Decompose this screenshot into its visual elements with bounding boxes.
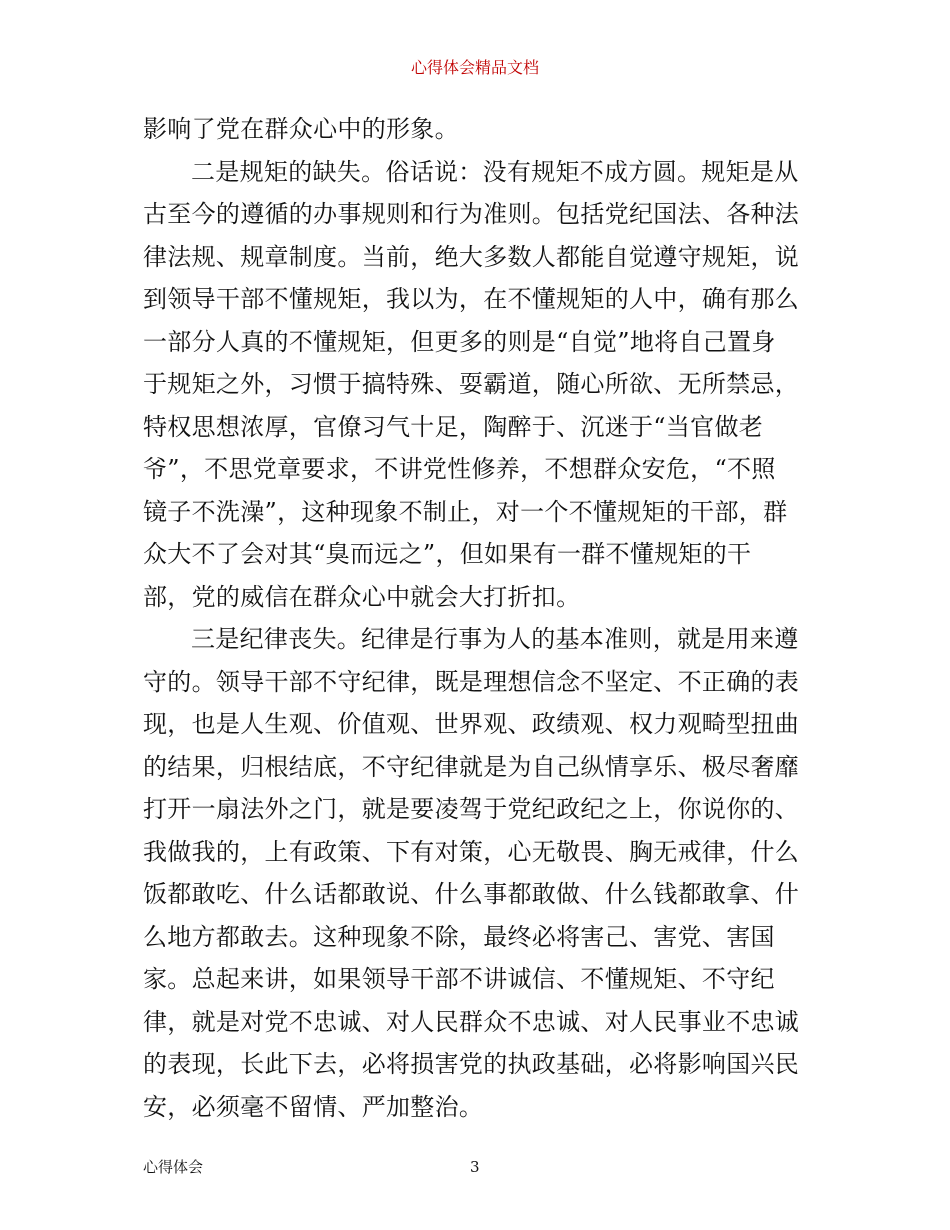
paragraph-start-line: 二是规矩的缺失。俗话说：没有规矩不成方圆。规矩是从 <box>191 157 799 186</box>
page-header-title: 心得体会精品文档 <box>410 58 539 77</box>
text-line: 一部分人真的不懂规矩，但更多的则是“自觉”地将自己置身 <box>143 327 776 356</box>
text-line: 律，就是对党不忠诚、对人民群众不忠诚、对人民事业不忠诚 <box>143 1007 800 1036</box>
text-line: 么地方都敢去。这种现象不除，最终必将害己、害党、害国 <box>143 922 775 951</box>
text-line: 安，必须毫不留情、严加整治。 <box>143 1092 484 1121</box>
text-line: 我做我的，上有政策、下有对策，心无敬畏、胸无戒律，什么 <box>143 837 800 866</box>
text-line: 饭都敢吃、什么话都敢说、什么事都敢做、什么钱都敢拿、什 <box>143 880 800 908</box>
paragraph-start-line: 三是纪律丧失。纪律是行事为人的基本准则，就是用来遵 <box>191 625 799 653</box>
text-line: 爷”，不思党章要求，不讲党性修养，不想群众安危，“不照 <box>143 455 776 483</box>
text-line: 打开一扇法外之门，就是要凌驾于党纪政纪之上，你说你的、 <box>143 795 800 823</box>
text-line: 守的。领导干部不守纪律，既是理想信念不坚定、不正确的表 <box>143 667 800 696</box>
document-body <box>143 108 811 1128</box>
text-line: 律法规、规章制度。当前，绝大多数人都能自觉遵守规矩，说 <box>143 242 800 271</box>
text-line: 到领导干部不懂规矩，我以为，在不懂规矩的人中，确有那么 <box>143 285 800 313</box>
text-line: 的结果，归根结底，不守纪律就是为自己纵情享乐、极尽奢靡 <box>143 752 800 781</box>
text-line: 家。总起来讲，如果领导干部不讲诚信、不懂规矩、不守纪 <box>143 965 775 993</box>
text-line: 的表现，长此下去，必将损害党的执政基础，必将影响国兴民 <box>143 1050 800 1078</box>
page-number: 3 <box>470 1158 480 1176</box>
text-line: 影响了党在群众心中的形象。 <box>143 115 459 143</box>
text-line: 镜子不洗澡”，这种现象不制止，对一个不懂规矩的干部，群 <box>143 497 788 526</box>
text-line: 古至今的遵循的办事规则和行为准则。包括党纪国法、各种法 <box>143 200 800 228</box>
footer-label: 心得体会 <box>143 1158 204 1176</box>
text-line: 部，党的威信在群众心中就会大打折扣。 <box>143 582 581 611</box>
text-line: 于规矩之外，习惯于搞特殊、耍霸道，随心所欲、无所禁忌， <box>143 370 800 398</box>
text-line: 众大不了会对其“臭而远之”，但如果有一群不懂规矩的干 <box>143 540 752 568</box>
text-line: 现，也是人生观、价值观、世界观、政绩观、权力观畸型扭曲 <box>143 710 800 738</box>
page-footer <box>0 1155 950 1179</box>
text-line: 特权思想浓厚，官僚习气十足，陶醉于、沉迷于“当官做老 <box>143 412 764 441</box>
